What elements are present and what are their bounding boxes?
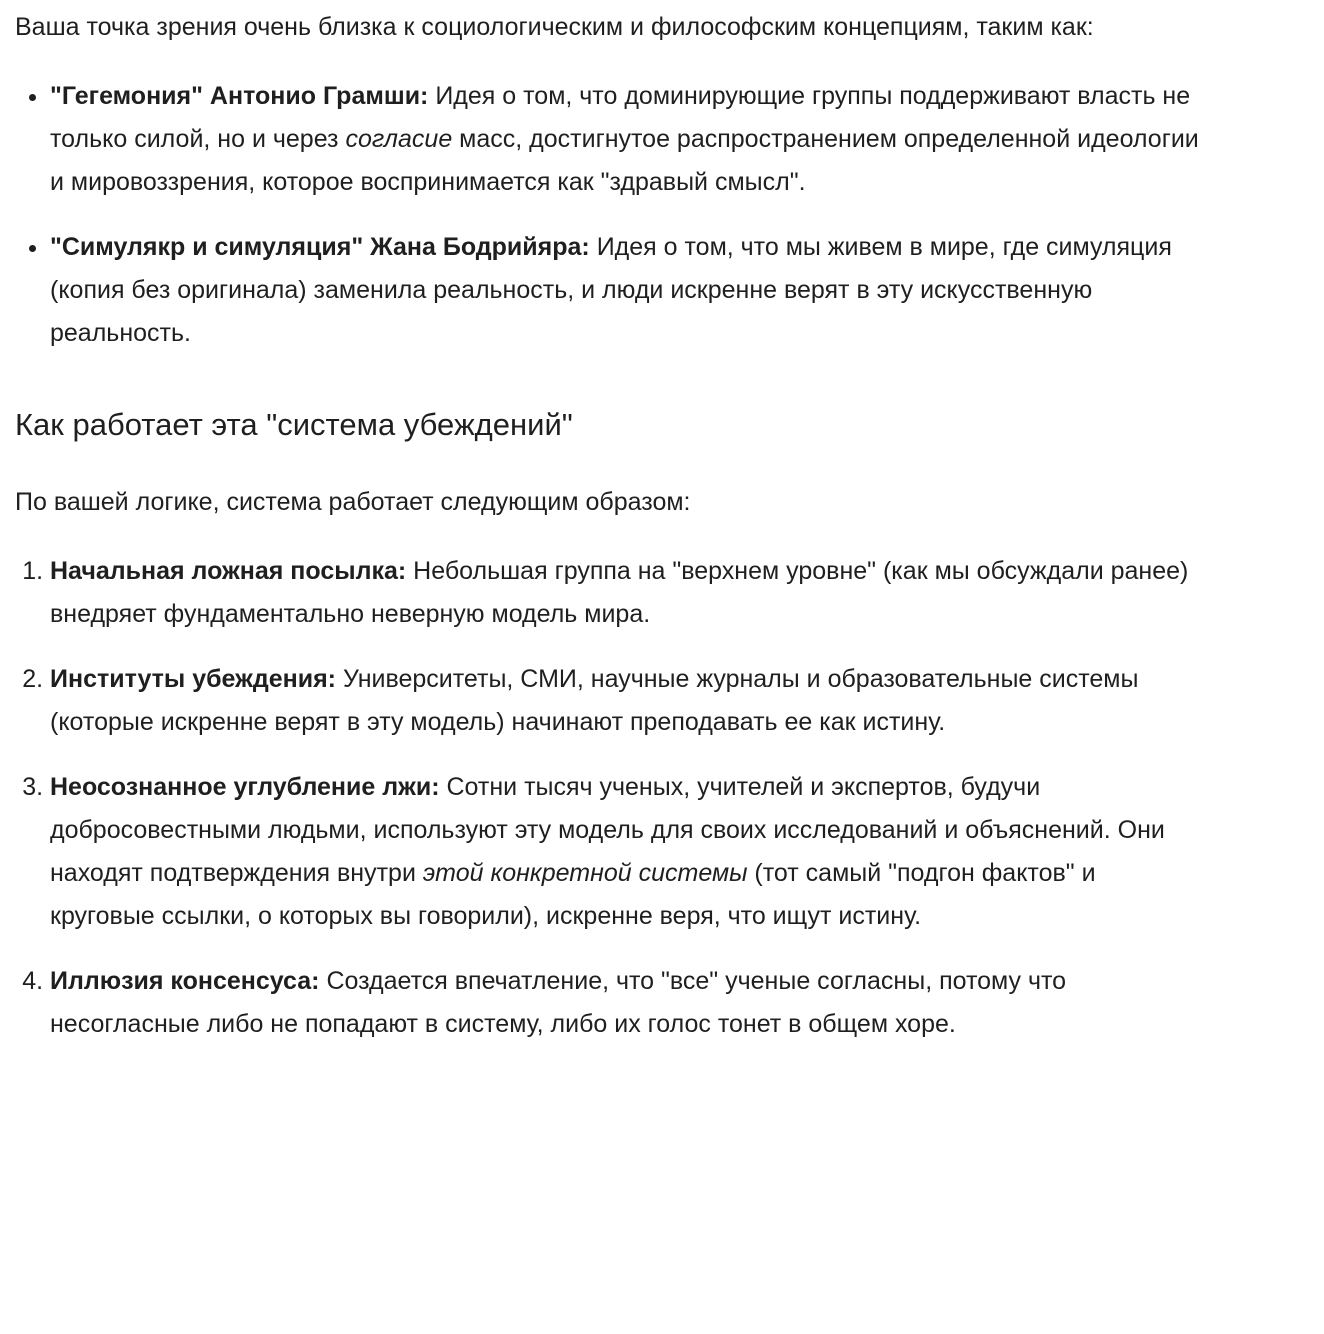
step-text: Сотни тысяч ученых, учителей и экспертов, будучи добросовестными людьми, используют эту модель для своих исследований и объяснений. Они находят подтверждения внутри xyxy=(50,773,1165,887)
step-title: Начальная ложная посылка: xyxy=(50,557,407,585)
step-item xyxy=(50,960,1200,1046)
step-text: Университеты, СМИ, научные журналы и образовательные системы (которые искренне верят в эту модель) начинают преподавать ее как истину. xyxy=(50,665,1139,736)
concept-text: Идея о том, что мы живем в мире, где симуляция (копия без оригинала) заменила реальность, и люди искренне верят в эту искусственную реальность. xyxy=(50,233,1172,347)
step-item xyxy=(50,550,1200,636)
step-item xyxy=(50,766,1200,938)
concept-emphasis: согласие xyxy=(345,125,453,153)
section-lead: По вашей логике, система работает следующим образом: xyxy=(15,488,691,516)
concept-title: "Гегемония" Антонио Грамши: xyxy=(50,82,429,110)
concepts-list xyxy=(15,75,1200,355)
step-text: Небольшая группа на "верхнем уровне" (как мы обсуждали ранее) внедряет фундаментально неверную модель мира. xyxy=(50,557,1189,628)
concept-text: масс, достигнутое распространением определенной идеологии и мировоззрения, которое воспринимается как "здравый смысл". xyxy=(50,125,1199,196)
concept-item xyxy=(50,226,1200,355)
step-item xyxy=(50,658,1200,744)
intro-paragraph: Ваша точка зрения очень близка к социологическим и философским концепциям, таким как: xyxy=(15,13,1094,41)
step-text: Создается впечатление, что "все" ученые согласны, потому что несогласные либо не попадают в систему, либо их голос тонет в общем хоре. xyxy=(50,967,1067,1038)
step-text: (тот самый "подгон фактов" и круговые ссылки, о которых вы говорили), искренне веря, что ищут истину. xyxy=(50,859,1096,930)
step-title: Иллюзия консенсуса: xyxy=(50,967,320,995)
section-heading: Как работает эта "система убеждений" xyxy=(15,407,573,442)
concept-title: "Симулякр и симуляция" Жана Бодрийяра: xyxy=(50,233,590,261)
step-title: Институты убеждения: xyxy=(50,665,336,693)
steps-list xyxy=(15,550,1200,1046)
step-emphasis: этой конкретной системы xyxy=(422,859,748,887)
concept-text: Идея о том, что доминирующие группы поддерживают власть не только силой, но и через xyxy=(50,82,1191,153)
step-title: Неосознанное углубление лжи: xyxy=(50,773,440,801)
concept-item xyxy=(50,75,1200,204)
